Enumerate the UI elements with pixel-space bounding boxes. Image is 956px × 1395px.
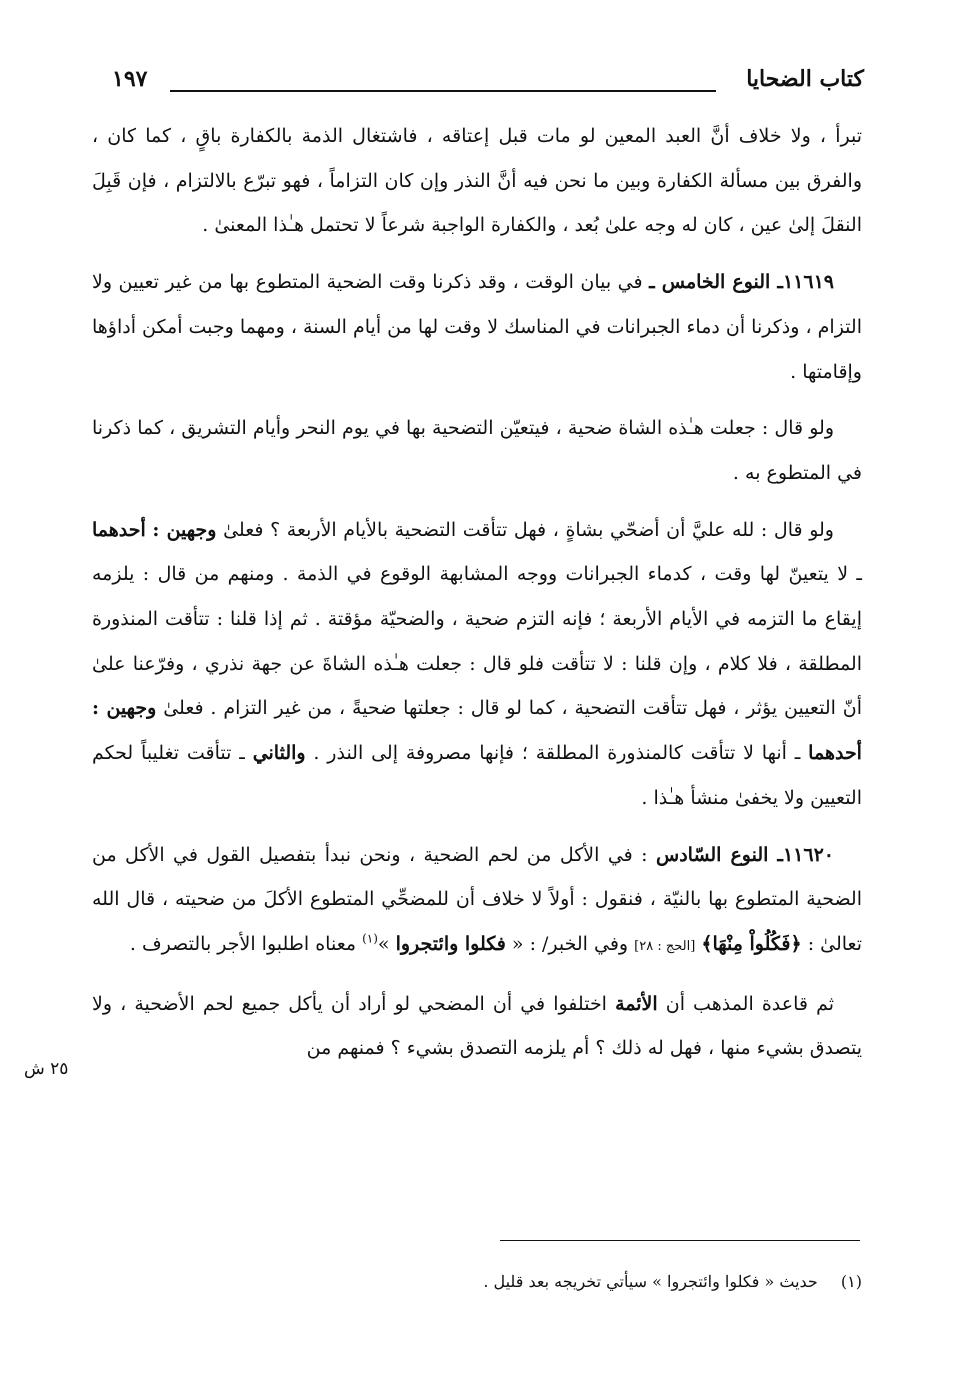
paragraph-4-bold-b: وجهين : [152, 518, 217, 541]
paragraph-4-text-d: ـ لا يتعينّ لها وقت ، كدماء الجبرانات ووجه المشابهة الوقوع في الذمة . ومنهم من قال : يلزمه إيقاع ما التزمه في الأيام الأربعة ؛ فإنه التزم ضحية ، والضحيّة مؤقتة . ثم إذا قلنا : تتأقت المنذورة المطلقة ، فلا كلام ، وإن قلنا : لا تتأقت فلو قال : جعلت هـٰذه الشاةَ عن جهة نذري ، وفرّعنا علىٰ أنّ التعيين يؤثر ، فهل تتأقت التضحية ، كما لو قال : جعلتها ضحيةً ، من غير التزام . فعلىٰ [92, 563, 862, 720]
paragraph-6 [92, 982, 862, 1071]
paragraph-5 [92, 833, 862, 970]
paragraph-1-text: تبرأ ، ولا خلاف أنَّ العبد المعين لو مات قبل إعتاقه ، فاشتغال الذمة بالكفارة باقٍ ، كما كان ، والفرق بين مسألة الكفارة وبين ما نحن فيه أنَّ النذر وإن كان التزاماً ، فهو تبرّع بالالتزام ، فإن قَبِلَ النقلَ إلىٰ عين ، كان له وجه علىٰ بُعد ، والكفارة الواجبة شرعاً لا تحتمل هـٰذا المعنىٰ . [92, 125, 862, 237]
quran-quote: ﴿فَكُلُواْ مِنْهَا﴾ [701, 932, 802, 955]
paragraph-6-text-a: ثم قاعدة المذهب أن [665, 992, 834, 1015]
section-heading-11620: ١١٦٢٠ـ النوع السّادس [656, 843, 834, 866]
paragraph-4-text-i: ـ تتأقت تغليباً لحكم التعيين ولا يخفىٰ منشأ هـٰذا . [92, 742, 862, 809]
footnote-number: (١) [840, 1272, 862, 1291]
paragraph-3 [92, 406, 862, 495]
section-heading-11619: ١١٦١٩ـ النوع الخامس ـ [649, 271, 834, 294]
page-number: ١٩٧ [112, 66, 148, 92]
paragraph-6-bold-b: الأئمة [615, 992, 658, 1015]
footnote-text: حديث « فكلوا وائتجروا » سيأتي تخريجه بعد قليل . [483, 1272, 818, 1291]
paragraph-5-text-c: » [377, 932, 390, 955]
footnote-marker[interactable]: (١) [362, 931, 378, 946]
header-rule [170, 90, 716, 92]
paragraph-5-text-d: معناه اطلبوا الأجر بالتصرف . [129, 932, 357, 955]
paragraph-3-text: ولو قال : جعلت هـٰذه الشاة ضحية ، فيتعيّن التضحية بها في يوم النحر وأيام التشريق ، كما ذكرنا في المتطوع به . [92, 417, 862, 484]
paragraph-5-text-a: : في الأكل من لحم الضحية ، ونحن نبدأ بتفصيل القول في الأكل من الضحية المتطوع بها بالنيّة ، فنقول : أولاً لا خلاف أن للمضحِّي المتطوع الأكلَ من ضحيته ، قال الله تعالىٰ : [92, 843, 862, 955]
book-title: كتاب الضحايا [746, 66, 864, 92]
paragraph-4-bold-e: وجهين : [92, 697, 157, 720]
footnote [102, 1272, 862, 1291]
paragraph-4-bold-h: والثاني [252, 742, 306, 765]
paragraph-4-text-g: ـ أنها لا تتأقت كالمنذورة المطلقة ؛ فإنها مصروفة إلى النذر . [313, 742, 801, 765]
footnote-rule [500, 1240, 860, 1241]
paragraph-4 [92, 508, 862, 821]
main-text [92, 114, 862, 1071]
hadith-quote: فكلوا وائتجروا [395, 932, 506, 955]
paragraph-4-bold-c: أحدهما [92, 518, 146, 541]
paragraph-5-text-b: وفي الخبر/ : « [511, 932, 629, 955]
quran-citation: [الحج : ٢٨] [634, 938, 696, 954]
running-header [112, 66, 864, 106]
paragraph-6-text-c: اختلفوا في أن المضحي لو أراد أن يأكل جميع لحم الأضحية ، ولا يتصدق بشيء منها ، فهل له ذلك ؟ أم يلزمه التصدق بشيء ؟ فمنهم من [92, 992, 862, 1060]
paragraph-2 [92, 260, 862, 394]
margin-note: ٢٥ ش [24, 1059, 69, 1079]
paragraph-1 [92, 114, 862, 248]
paragraph-4-bold-f: أحدهما [808, 742, 862, 765]
paragraph-2-text: في بيان الوقت ، وقد ذكرنا وقت الضحية المتطوع بها من غير تعيين ولا التزام ، وذكرنا أن دماء الجبرانات في المناسك لا وقت لها من أيام السنة ، ومهما وجبت أمكن أداؤها وإقامتها . [92, 271, 862, 383]
paragraph-4-text-a: ولو قال : لله عليَّ أن أضحّي بشاةٍ ، فهل تتأقت التضحية بالأيام الأربعة ؟ فعلىٰ [223, 518, 834, 541]
